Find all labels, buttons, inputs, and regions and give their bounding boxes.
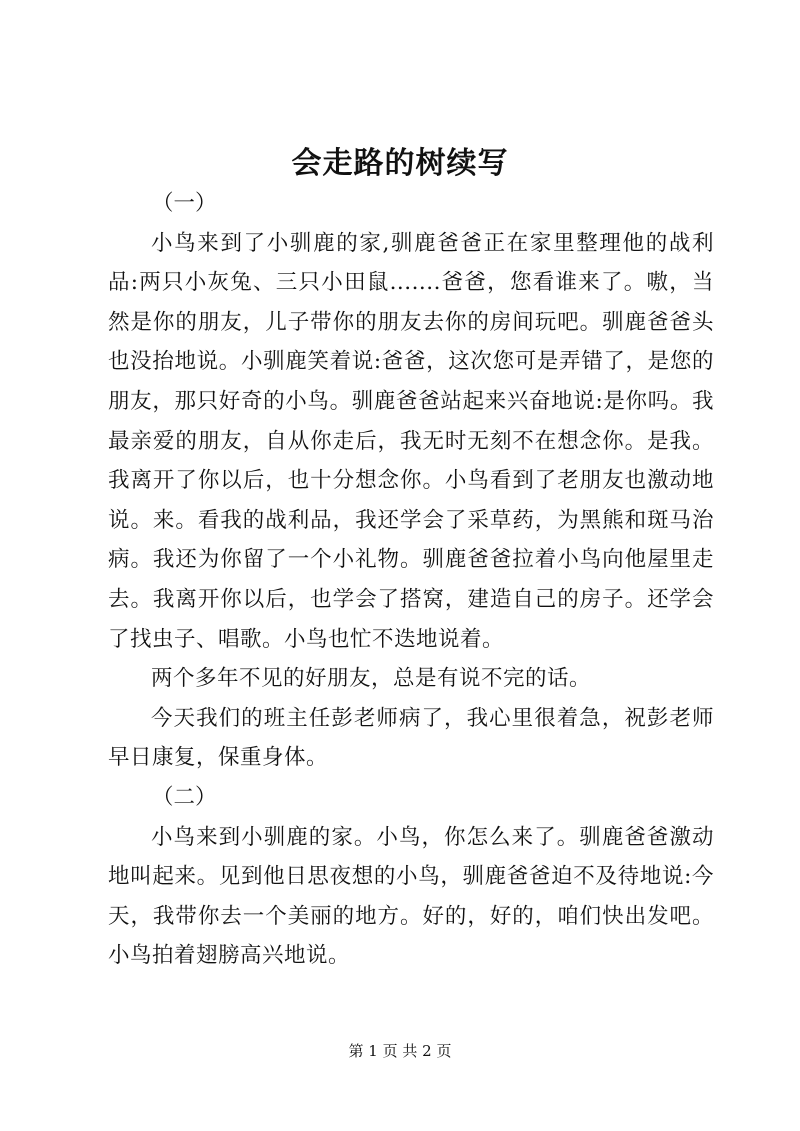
- paragraph: 小鸟来到了小驯鹿的家,驯鹿爸爸正在家里整理他的战利品:两只小灰兔、三只小田鼠.......爸爸，您看谁来了。嗷，当然是你的朋友，儿子带你的朋友去你的房间玩吧。驯鹿爸爸头也没抬地说。小驯鹿笑着说:爸爸，这次您可是弄错了，是您的朋友，那只好奇的小鸟。驯鹿爸爸站起来兴奋地说:是你吗。我最亲爱的朋友，自从你走后，我无时无刻不在想念你。是我。我离开了你以后，也十分想念你。小鸟看到了老朋友也激动地说。来。看我的战利品，我还学会了采草药，为黑熊和斑马治病。我还为你留了一个小礼物。驯鹿爸爸拉着小鸟向他屋里走去。我离开你以后，也学会了搭窝，建造自己的房子。还学会了找虫子、唱歌。小鸟也忙不迭地说着。: [108, 230, 714, 652]
- paragraph: 今天我们的班主任彭老师病了，我心里很着急，祝彭老师早日康复，保重身体。: [108, 705, 714, 771]
- page-title: 会走路的树续写: [291, 146, 509, 181]
- section-marker-1: （一）: [152, 191, 217, 216]
- paragraph: 两个多年不见的好朋友，总是有说不完的话。: [151, 666, 592, 692]
- page-number-footer: 第 1 页 共 2 页: [348, 1042, 452, 1060]
- document-body: [108, 184, 714, 976]
- section-marker-2: （二）: [152, 784, 217, 810]
- paragraph: 小鸟来到小驯鹿的家。小鸟，你怎么来了。驯鹿爸爸激动地叫起来。见到他日思夜想的小鸟，驯鹿爸爸迫不及待地说:今天，我带你去一个美丽的地方。好的，好的，咱们快出发吧。小鸟拍着翅膀高兴地说。: [108, 824, 714, 969]
